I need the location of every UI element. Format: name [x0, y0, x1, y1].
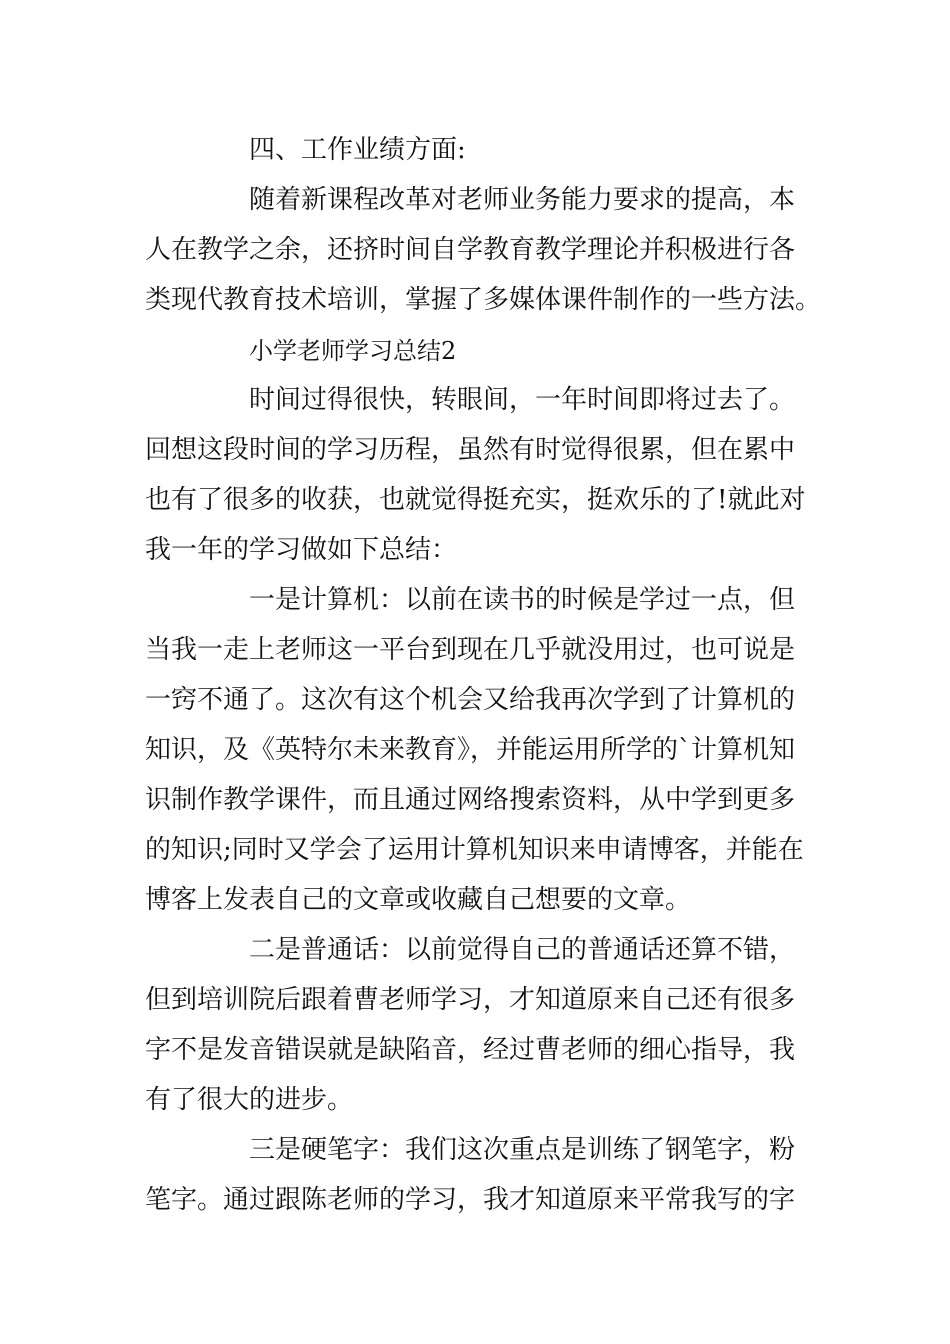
- paragraph-line: 博客上发表自己的文章或收藏自己想要的文章。: [145, 885, 692, 915]
- paragraph-line: 的知识;同时又学会了运用计算机知识来申请博客，并能在: [145, 835, 804, 865]
- paragraph-line: 一窍不通了。这次有这个机会又给我再次学到了计算机的: [145, 685, 796, 715]
- paragraph-line: 类现代教育技术培训，掌握了多媒体课件制作的一些方法。: [145, 285, 822, 315]
- paragraph-line: 回想这段时间的学习历程，虽然有时觉得很累，但在累中: [145, 435, 796, 465]
- paragraph-line: 一是计算机：以前在读书的时候是学过一点，但: [249, 585, 796, 615]
- paragraph-line: 有了很大的进步。: [145, 1085, 354, 1115]
- paragraph-line: 笔字。通过跟陈老师的学习，我才知道原来平常我写的字: [145, 1185, 796, 1215]
- paragraph-line: 二是普通话：以前觉得自己的普通话还算不错，: [249, 935, 796, 965]
- paragraph-line: 但到培训院后跟着曹老师学习，才知道原来自己还有很多: [145, 985, 796, 1015]
- section-heading: 四、工作业绩方面:: [249, 135, 466, 165]
- paragraph-line: 字不是发音错误就是缺陷音，经过曹老师的细心指导，我: [145, 1035, 796, 1065]
- paragraph-line: 也有了很多的收获，也就觉得挺充实，挺欢乐的了!就此对: [145, 485, 806, 515]
- paragraph-line: 随着新课程改革对老师业务能力要求的提高，本: [249, 185, 796, 215]
- paragraph-line: 识制作教学课件，而且通过网络搜索资料，从中学到更多: [145, 785, 796, 815]
- paragraph-line: 当我一走上老师这一平台到现在几乎就没用过，也可说是: [145, 635, 796, 665]
- document-title: 小学老师学习总结2: [249, 337, 457, 365]
- paragraph-line: 知识，及《英特尔未来教育》，并能运用所学的`计算机知: [145, 735, 796, 765]
- paragraph-line: 三是硬笔字：我们这次重点是训练了钢笔字，粉: [249, 1135, 796, 1165]
- paragraph-line: 我一年的学习做如下总结：: [145, 535, 458, 565]
- paragraph-line: 人在教学之余，还挤时间自学教育教学理论并积极进行各: [145, 235, 796, 265]
- paragraph-line: 时间过得很快，转眼间，一年时间即将过去了。: [249, 385, 796, 415]
